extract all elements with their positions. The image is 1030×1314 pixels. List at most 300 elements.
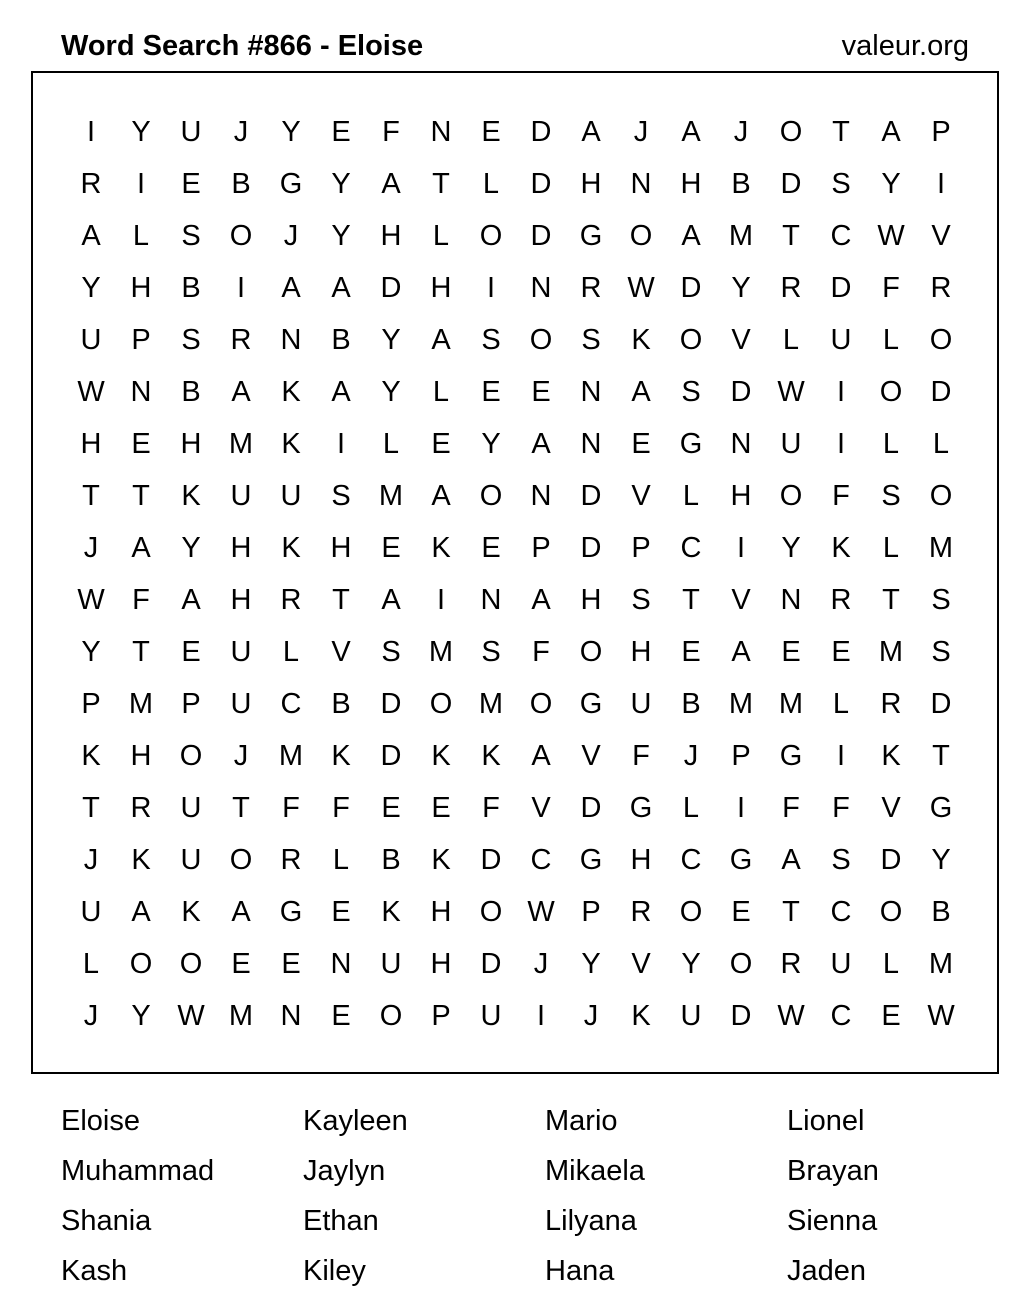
grid-cell: D — [930, 375, 952, 408]
grid-cell: Y — [331, 167, 351, 200]
grid-cell: H — [180, 427, 202, 460]
grid-cell: A — [131, 531, 151, 564]
grid-cell: I — [336, 427, 346, 460]
grid-cell: U — [80, 323, 102, 356]
grid-cell: S — [681, 375, 701, 408]
grid-cell: A — [431, 323, 451, 356]
grid-cell: H — [130, 271, 152, 304]
grid-cell: V — [931, 219, 951, 252]
grid-cell: A — [331, 375, 351, 408]
grid-cell: T — [82, 479, 100, 512]
word-list-item: Lilyana — [545, 1205, 637, 1237]
grid-cell: Y — [181, 531, 201, 564]
grid-cell: D — [730, 999, 752, 1032]
grid-cell: N — [280, 999, 302, 1032]
grid-cell: P — [81, 687, 101, 720]
grid-cell: N — [130, 375, 152, 408]
word-list-item: Sienna — [787, 1205, 878, 1237]
grid-cell: E — [331, 115, 351, 148]
grid-cell: T — [432, 167, 450, 200]
grid-cell: O — [679, 323, 703, 356]
puzzle-title: Word Search #866 - Eloise — [61, 30, 424, 62]
grid-cell: R — [830, 583, 852, 616]
grid-cell: O — [379, 999, 403, 1032]
grid-cell: J — [83, 999, 99, 1032]
grid-cell: Y — [681, 947, 701, 980]
grid-cell: U — [180, 115, 202, 148]
grid-cell: F — [832, 791, 850, 824]
grid-cell: W — [877, 219, 905, 252]
grid-cell: U — [680, 999, 702, 1032]
grid-cell: V — [581, 739, 601, 772]
grid-cell: H — [580, 167, 602, 200]
grid-cell: D — [530, 115, 552, 148]
grid-cell: K — [181, 895, 201, 928]
grid-cell: M — [128, 687, 154, 720]
grid-cell: E — [431, 427, 451, 460]
grid-cell: U — [780, 427, 802, 460]
grid-cell: U — [380, 947, 402, 980]
grid-cell: Y — [781, 531, 801, 564]
grid-cell: A — [531, 739, 551, 772]
grid-cell: U — [80, 895, 102, 928]
word-list-item: Kiley — [303, 1255, 366, 1287]
grid-cell: D — [780, 167, 802, 200]
grid-cell: G — [579, 219, 603, 252]
grid-cell: S — [381, 635, 401, 668]
grid-cell: J — [533, 947, 549, 980]
grid-cell: E — [531, 375, 551, 408]
grid-cell: V — [331, 635, 351, 668]
grid-cell: S — [581, 323, 601, 356]
word-list-item: Muhammad — [61, 1155, 215, 1187]
grid-cell: E — [281, 947, 301, 980]
word-list-item: Kayleen — [303, 1105, 408, 1137]
grid-cell: V — [631, 947, 651, 980]
grid-cell: M — [428, 635, 454, 668]
grid-cell: K — [631, 323, 651, 356]
grid-cell: N — [280, 323, 302, 356]
grid-cell: A — [331, 271, 351, 304]
grid-cell: L — [682, 479, 700, 512]
word-list-item: Brayan — [787, 1155, 879, 1187]
grid-cell: A — [381, 167, 401, 200]
grid-cell: O — [929, 323, 953, 356]
grid-cell: U — [180, 843, 202, 876]
grid-cell: D — [930, 687, 952, 720]
grid-cell: J — [733, 115, 749, 148]
grid-cell: E — [831, 635, 851, 668]
grid-cell: I — [436, 583, 446, 616]
letter-grid — [66, 106, 966, 1042]
grid-cell: K — [281, 531, 301, 564]
grid-cell: S — [931, 635, 951, 668]
grid-cell: B — [331, 687, 351, 720]
grid-cell: H — [630, 635, 652, 668]
grid-cell: P — [931, 115, 951, 148]
grid-cell: Y — [331, 219, 351, 252]
grid-cell: M — [878, 635, 904, 668]
grid-cell: B — [681, 687, 701, 720]
grid-cell: A — [281, 271, 301, 304]
grid-cell: Y — [81, 271, 101, 304]
grid-cell: T — [132, 479, 150, 512]
grid-cell: R — [80, 167, 102, 200]
grid-cell: I — [136, 167, 146, 200]
grid-cell: A — [681, 219, 701, 252]
grid-cell: D — [380, 739, 402, 772]
word-list-item: Hana — [545, 1255, 615, 1287]
word-list-item: Shania — [61, 1205, 152, 1237]
grid-cell: U — [230, 687, 252, 720]
grid-cell: D — [480, 843, 502, 876]
grid-cell: Y — [281, 115, 301, 148]
grid-cell: O — [929, 479, 953, 512]
grid-cell: O — [779, 115, 803, 148]
word-list-item: Lionel — [787, 1105, 865, 1137]
grid-cell: E — [381, 531, 401, 564]
grid-cell: G — [929, 791, 953, 824]
grid-cell: F — [782, 791, 800, 824]
grid-cell: N — [530, 479, 552, 512]
grid-cell: O — [229, 843, 253, 876]
grid-cell: C — [680, 843, 702, 876]
grid-cell: B — [231, 167, 251, 200]
grid-cell: L — [482, 167, 500, 200]
grid-cell: I — [936, 167, 946, 200]
grid-cell: E — [431, 791, 451, 824]
grid-cell: E — [381, 791, 401, 824]
grid-cell: D — [380, 687, 402, 720]
word-list — [61, 1097, 1029, 1297]
grid-cell: Y — [481, 427, 501, 460]
grid-cell: V — [631, 479, 651, 512]
grid-cell: E — [331, 895, 351, 928]
grid-cell: S — [481, 323, 501, 356]
grid-cell: G — [729, 843, 753, 876]
grid-cell: H — [230, 583, 252, 616]
grid-cell: S — [831, 167, 851, 200]
grid-cell: M — [228, 999, 254, 1032]
grid-cell: F — [532, 635, 550, 668]
grid-cell: J — [83, 843, 99, 876]
grid-cell: J — [583, 999, 599, 1032]
grid-cell: O — [229, 219, 253, 252]
grid-cell: M — [278, 739, 304, 772]
grid-cell: W — [777, 999, 805, 1032]
grid-cell: K — [331, 739, 351, 772]
grid-cell: R — [930, 271, 952, 304]
grid-cell: F — [632, 739, 650, 772]
grid-cell: I — [836, 375, 846, 408]
grid-cell: B — [181, 375, 201, 408]
grid-cell: U — [630, 687, 652, 720]
grid-cell: E — [481, 375, 501, 408]
grid-cell: H — [630, 843, 652, 876]
grid-cell: O — [129, 947, 153, 980]
grid-cell: R — [880, 687, 902, 720]
grid-cell: K — [281, 375, 301, 408]
grid-cell: E — [481, 115, 501, 148]
grid-cell: N — [330, 947, 352, 980]
grid-cell: R — [780, 271, 802, 304]
grid-cell: F — [132, 583, 150, 616]
grid-cell: N — [730, 427, 752, 460]
grid-cell: R — [130, 791, 152, 824]
grid-cell: M — [928, 531, 954, 564]
grid-cell: S — [631, 583, 651, 616]
grid-cell: G — [579, 687, 603, 720]
grid-cell: D — [880, 843, 902, 876]
word-list-item: Jaden — [787, 1255, 867, 1287]
grid-cell: N — [480, 583, 502, 616]
grid-cell: E — [631, 427, 651, 460]
grid-cell: G — [279, 895, 303, 928]
grid-cell: P — [531, 531, 551, 564]
grid-cell: A — [81, 219, 101, 252]
grid-cell: C — [830, 895, 852, 928]
grid-cell: S — [331, 479, 351, 512]
grid-cell: M — [778, 687, 804, 720]
grid-cell: J — [283, 219, 299, 252]
grid-cell: A — [681, 115, 701, 148]
grid-cell: T — [882, 583, 900, 616]
grid-cell: G — [279, 167, 303, 200]
grid-cell: H — [230, 531, 252, 564]
grid-cell: H — [680, 167, 702, 200]
grid-cell: W — [527, 895, 555, 928]
grid-cell: J — [233, 115, 249, 148]
grid-cell: K — [431, 531, 451, 564]
grid-cell: D — [730, 375, 752, 408]
grid-cell: O — [879, 375, 903, 408]
grid-cell: D — [580, 479, 602, 512]
grid-cell: E — [181, 167, 201, 200]
grid-cell: W — [77, 375, 105, 408]
grid-cell: W — [77, 583, 105, 616]
word-list-item: Mikaela — [545, 1155, 645, 1187]
grid-cell: A — [631, 375, 651, 408]
grid-cell: S — [481, 635, 501, 668]
grid-cell: D — [480, 947, 502, 980]
grid-cell: L — [132, 219, 150, 252]
grid-cell: P — [731, 739, 751, 772]
grid-cell: O — [429, 687, 453, 720]
grid-cell: L — [682, 791, 700, 824]
grid-cell: O — [479, 219, 503, 252]
grid-cell: E — [881, 999, 901, 1032]
grid-cell: U — [280, 479, 302, 512]
grid-cell: K — [481, 739, 501, 772]
grid-cell: M — [228, 427, 254, 460]
grid-cell: E — [731, 895, 751, 928]
grid-cell: W — [177, 999, 205, 1032]
grid-cell: E — [231, 947, 251, 980]
grid-cell: W — [627, 271, 655, 304]
grid-cell: P — [631, 531, 651, 564]
grid-cell: N — [780, 583, 802, 616]
grid-cell: V — [881, 791, 901, 824]
grid-cell: L — [282, 635, 300, 668]
grid-cell: Y — [81, 635, 101, 668]
grid-cell: L — [782, 323, 800, 356]
grid-cell: U — [230, 479, 252, 512]
grid-cell: M — [378, 479, 404, 512]
grid-cell: J — [233, 739, 249, 772]
grid-cell: H — [80, 427, 102, 460]
grid-cell: R — [280, 843, 302, 876]
grid-cell: A — [581, 115, 601, 148]
grid-cell: V — [531, 791, 551, 824]
grid-cell: I — [736, 531, 746, 564]
grid-cell: L — [882, 947, 900, 980]
grid-cell: I — [736, 791, 746, 824]
grid-cell: O — [179, 947, 203, 980]
grid-cell: C — [830, 999, 852, 1032]
grid-cell: M — [928, 947, 954, 980]
grid-cell: B — [381, 843, 401, 876]
grid-cell: O — [529, 687, 553, 720]
grid-cell: N — [580, 427, 602, 460]
grid-cell: I — [836, 427, 846, 460]
word-list-item: Ethan — [303, 1205, 379, 1237]
grid-cell: H — [330, 531, 352, 564]
grid-cell: H — [730, 479, 752, 512]
grid-cell: C — [280, 687, 302, 720]
grid-cell: P — [431, 999, 451, 1032]
grid-cell: D — [530, 167, 552, 200]
grid-cell: M — [728, 219, 754, 252]
grid-cell: T — [682, 583, 700, 616]
grid-cell: L — [882, 427, 900, 460]
grid-cell: L — [882, 323, 900, 356]
grid-cell: K — [431, 843, 451, 876]
grid-cell: N — [530, 271, 552, 304]
grid-cell: G — [579, 843, 603, 876]
grid-cell: D — [530, 219, 552, 252]
grid-cell: F — [482, 791, 500, 824]
grid-cell: Y — [381, 375, 401, 408]
grid-cell: U — [830, 323, 852, 356]
grid-cell: A — [781, 843, 801, 876]
grid-cell: B — [181, 271, 201, 304]
grid-cell: R — [280, 583, 302, 616]
grid-cell: L — [932, 427, 950, 460]
grid-cell: O — [629, 219, 653, 252]
grid-cell: O — [479, 479, 503, 512]
grid-cell: F — [882, 271, 900, 304]
grid-cell: F — [382, 115, 400, 148]
grid-cell: G — [679, 427, 703, 460]
grid-cell: T — [832, 115, 850, 148]
grid-cell: K — [381, 895, 401, 928]
grid-cell: L — [432, 219, 450, 252]
grid-cell: A — [431, 479, 451, 512]
grid-cell: D — [580, 791, 602, 824]
grid-cell: J — [83, 531, 99, 564]
grid-cell: D — [580, 531, 602, 564]
grid-cell: K — [81, 739, 101, 772]
grid-cell: Y — [581, 947, 601, 980]
grid-cell: T — [132, 635, 150, 668]
grid-cell: D — [830, 271, 852, 304]
grid-cell: S — [881, 479, 901, 512]
grid-cell: H — [430, 271, 452, 304]
grid-cell: U — [230, 635, 252, 668]
grid-cell: O — [179, 739, 203, 772]
grid-cell: H — [430, 947, 452, 980]
grid-cell: J — [683, 739, 699, 772]
grid-cell: Y — [131, 115, 151, 148]
grid-cell: O — [779, 479, 803, 512]
grid-cell: A — [231, 375, 251, 408]
grid-cell: C — [680, 531, 702, 564]
grid-cell: M — [478, 687, 504, 720]
grid-cell: F — [832, 479, 850, 512]
grid-cell: S — [181, 219, 201, 252]
grid-cell: K — [631, 999, 651, 1032]
grid-cell: A — [531, 427, 551, 460]
grid-cell: H — [130, 739, 152, 772]
grid-cell: T — [82, 791, 100, 824]
grid-cell: V — [731, 583, 751, 616]
grid-cell: A — [131, 895, 151, 928]
grid-cell: E — [131, 427, 151, 460]
grid-cell: Y — [931, 843, 951, 876]
grid-cell: Y — [131, 999, 151, 1032]
grid-cell: Y — [881, 167, 901, 200]
grid-cell: T — [782, 895, 800, 928]
grid-cell: U — [830, 947, 852, 980]
grid-cell: E — [481, 531, 501, 564]
grid-cell: E — [681, 635, 701, 668]
grid-cell: W — [777, 375, 805, 408]
grid-cell: C — [830, 219, 852, 252]
grid-cell: L — [882, 531, 900, 564]
grid-cell: K — [281, 427, 301, 460]
grid-cell: S — [931, 583, 951, 616]
grid-cell: R — [230, 323, 252, 356]
grid-cell: B — [731, 167, 751, 200]
grid-cell: I — [836, 739, 846, 772]
grid-cell: J — [633, 115, 649, 148]
grid-cell: M — [728, 687, 754, 720]
grid-cell: F — [332, 791, 350, 824]
grid-cell: E — [181, 635, 201, 668]
grid-cell: A — [231, 895, 251, 928]
grid-cell: K — [131, 843, 151, 876]
grid-cell: O — [729, 947, 753, 980]
grid-cell: R — [580, 271, 602, 304]
word-list-item: Kash — [61, 1255, 128, 1287]
grid-cell: F — [282, 791, 300, 824]
grid-cell: P — [181, 687, 201, 720]
grid-cell: D — [680, 271, 702, 304]
site-name: valeur.org — [841, 30, 969, 62]
grid-cell: S — [181, 323, 201, 356]
grid-cell: S — [831, 843, 851, 876]
grid-cell: L — [432, 375, 450, 408]
grid-cell: H — [380, 219, 402, 252]
grid-cell: T — [782, 219, 800, 252]
grid-cell: I — [536, 999, 546, 1032]
grid-cell: V — [731, 323, 751, 356]
grid-cell: R — [630, 895, 652, 928]
grid-cell: I — [86, 115, 96, 148]
grid-cell: O — [479, 895, 503, 928]
grid-cell: I — [486, 271, 496, 304]
grid-cell: P — [131, 323, 151, 356]
